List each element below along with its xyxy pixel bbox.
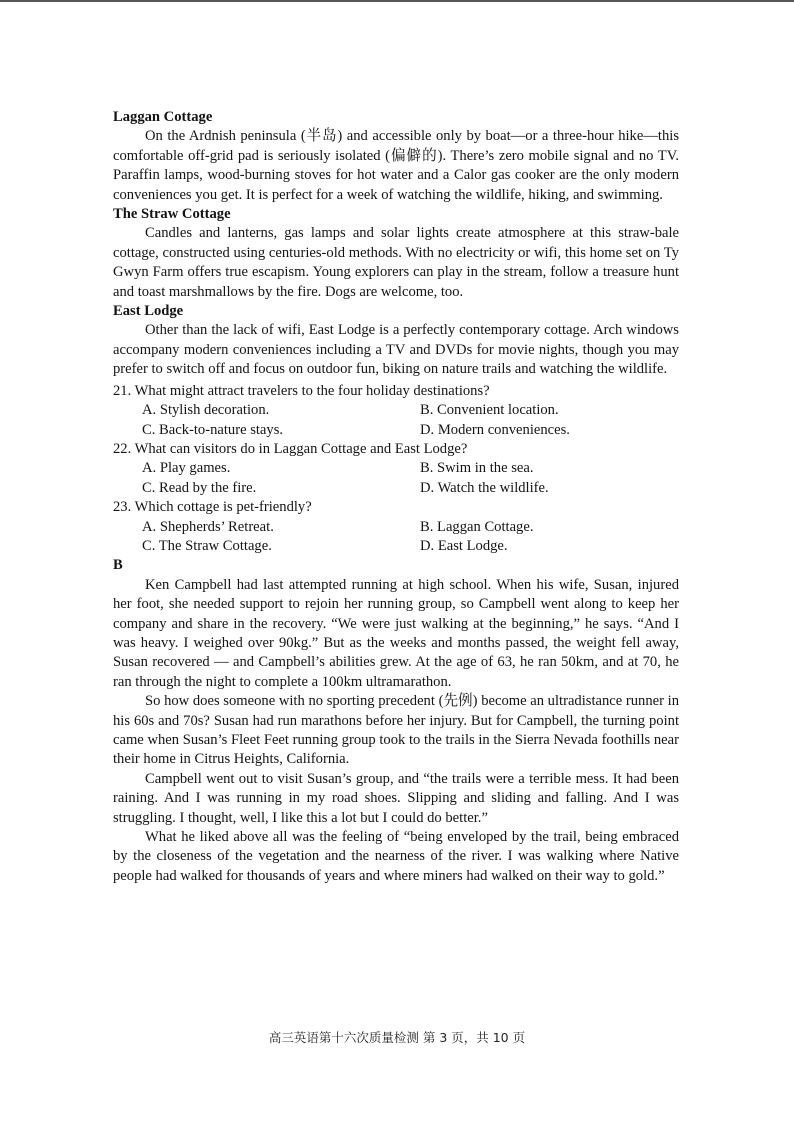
option-d: D. East Lodge.	[420, 537, 508, 554]
question-22	[113, 440, 679, 498]
question-stem: 21. What might attract travelers to the four holiday destinations?	[113, 382, 490, 399]
option-c: C. The Straw Cottage.	[142, 537, 272, 554]
passage-paragraph: Campbell went out to visit Susan’s group, and “the trails were a terrible mess. It had been raining. And I was running in my road shoes. Slipping and sliding and falling. And I was struggling. I thought, well, I like this a lot but I could do better.”	[113, 770, 679, 826]
option-c: C. Back-to-nature stays.	[142, 421, 284, 438]
cottage-description: Other than the lack of wifi, East Lodge is a perfectly contemporary cottage. Arch windows accompany modern conveniences including a TV and DVDs for movie nights, though you may prefer to switch off and focus on outdoor fun, biking on nature trails and watching the wildlife.	[113, 322, 679, 378]
passage-paragraph: What he liked above all was the feeling of “being enveloped by the trail, being embraced by the closeness of the vegetation and the nearness of the river. I was walking where Native people had walked for thousands of years and where miners had walked on their way to gold.”	[113, 829, 679, 884]
answer-options	[113, 401, 679, 440]
question-stem: 23. Which cottage is pet-friendly?	[113, 499, 312, 516]
option-a: A. Shepherds’ Retreat.	[142, 518, 274, 535]
option-b: B. Swim in the sea.	[420, 460, 534, 477]
question-21	[113, 382, 679, 440]
option-a: A. Play games.	[142, 460, 231, 477]
cottage-heading: The Straw Cottage	[113, 206, 231, 223]
cottage-heading: East Lodge	[113, 303, 184, 320]
option-a: A. Stylish decoration.	[142, 402, 270, 419]
exam-page-content	[113, 108, 679, 886]
question-23	[113, 498, 679, 556]
passage-paragraph: Ken Campbell had last attempted running at high school. When his wife, Susan, injured her foot, she needed support to rejoin her running group, so Campbell went along to keep her company and share in the recovery. “We were just walking at the beginning,” he says. “And I was heavy. I weighed over 90kg.” But as the weeks and months passed, the weight fell away, Susan recovered — and Campbell’s abilities grew. At the age of 63, he ran 50km, and at 70, he ran through the night to complete a 100km ultramarathon.	[113, 576, 679, 690]
option-b: B. Laggan Cottage.	[420, 518, 534, 535]
cottage-straw	[113, 205, 679, 302]
option-d: D. Modern conveniences.	[420, 421, 570, 438]
answer-options	[113, 459, 679, 498]
option-d: D. Watch the wildlife.	[420, 479, 549, 496]
option-c: C. Read by the fire.	[142, 479, 257, 496]
answer-options	[113, 518, 679, 557]
option-b: B. Convenient location.	[420, 402, 559, 419]
cottage-east-lodge	[113, 302, 679, 380]
section-label-b: B	[113, 557, 123, 574]
top-border-line	[0, 0, 794, 2]
cottage-heading: Laggan Cottage	[113, 109, 213, 125]
question-stem: 22. What can visitors do in Laggan Cottage and East Lodge?	[113, 440, 468, 457]
page-footer: 高三英语第十六次质量检测 第 3 页，共 10 页	[268, 1030, 526, 1045]
passage-paragraph: So how does someone with no sporting precedent (先例) become an ultradistance runner in his 60s and 70s? Susan had run marathons before her injury. But for Campbell, the turning point came when Susan’s Fleet Feet running group took to the trails in the Sierra Nevada foothills near their home in Citrus Heights, California.	[113, 693, 679, 768]
cottage-description: On the Ardnish peninsula (半岛) and accessible only by boat—or a three-hour hike—this comfortable off-grid pad is seriously isolated (偏僻的). There’s zero mobile signal and no TV. Paraffin lamps, wood-burning stoves for hot water and a Calor gas cooker are the only modern conveniences you get. It is perfect for a week of watching the wildlife, hiking, and swimming.	[113, 128, 679, 203]
cottage-description: Candles and lanterns, gas lamps and solar lights create atmosphere at this straw-bale cottage, constructed using centuries-old methods. With no electricity or wifi, this home set on Ty Gwyn Farm offers true escapism. Young explorers can play in the stream, follow a treasure hunt and toast marshmallows by the fire. Dogs are welcome, too.	[113, 225, 679, 300]
cottage-laggan	[113, 108, 679, 205]
passage-b	[113, 576, 679, 887]
